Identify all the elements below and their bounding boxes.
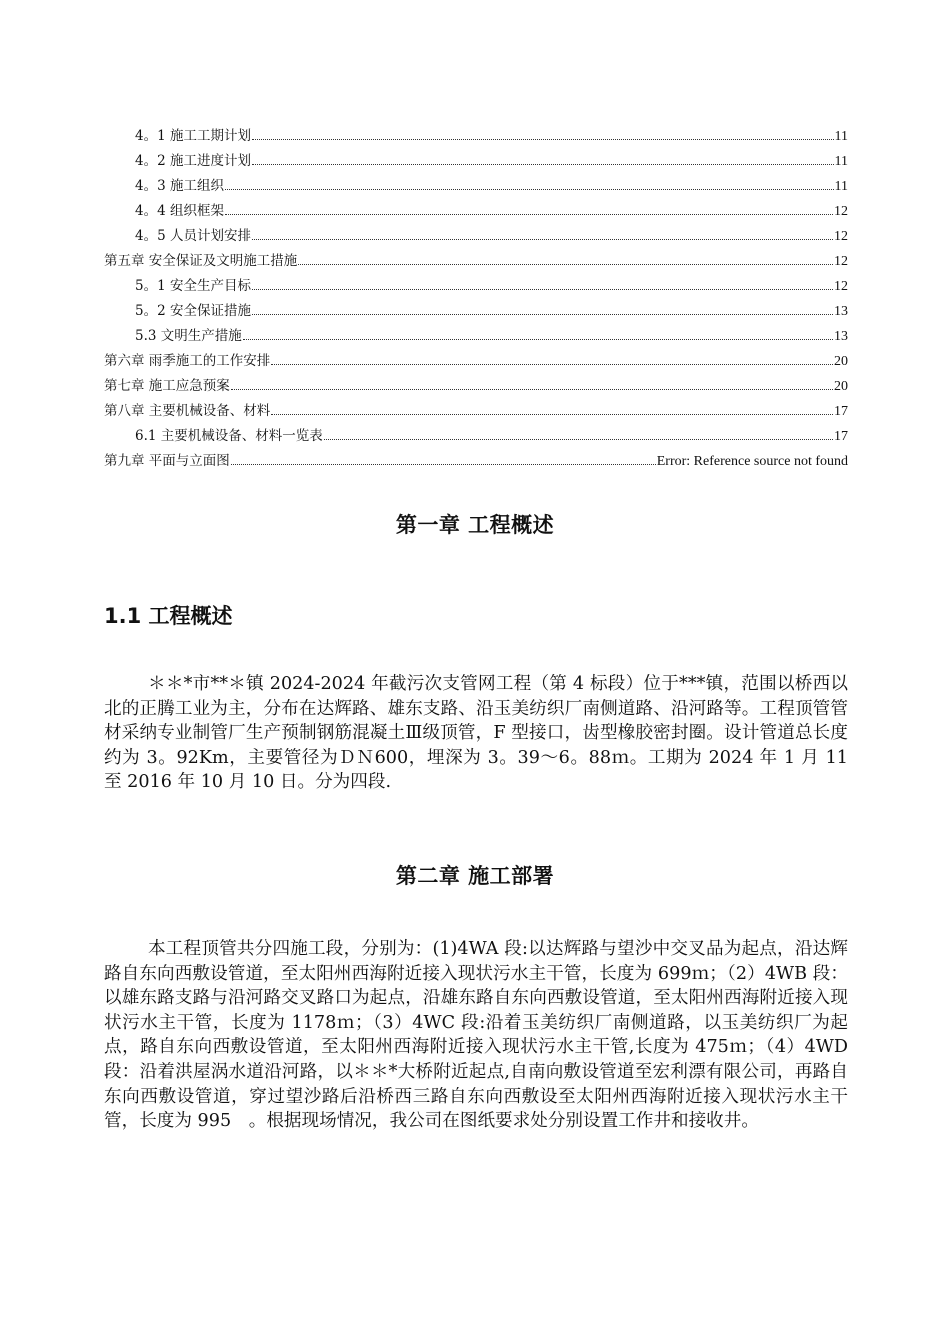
toc-entry-title: 第九章 平面与立面图 <box>104 453 230 469</box>
toc-dot-leader <box>252 288 833 290</box>
section-1-1-heading: 1.1 工程概述 <box>104 604 233 628</box>
toc-entry[interactable] <box>104 299 848 324</box>
toc-entry[interactable] <box>104 349 848 374</box>
toc-entry-page: 13 <box>834 329 848 344</box>
toc-entry-page: 17 <box>834 404 848 419</box>
table-of-contents <box>104 124 848 474</box>
toc-entry[interactable] <box>104 374 848 399</box>
toc-entry[interactable] <box>104 199 848 224</box>
construction-layout-paragraph: 本工程顶管共分四施工段，分别为：(1)4WA 段:以达辉路与望沙中交叉品为起点，沿达辉路自东向西敷设管道，至太阳州西海附近接入现状污水主干管，长度为 699ｍ；（2）4WB 段：以雄东路支路与沿河路交叉路口为起点，沿雄东路自东向西敷设管道，至太阳州西海附近接入现状污水主干管，长度为 1178ｍ；（3）4WC 段:沿着玉美纺织厂南侧道路，以玉美纺织厂为起点，路自东向西敷设管道，至太阳州西海附近接入现状污水主干管,长度为 475ｍ；（4）4WD 段：沿着洪屋涡水道沿河路，以＊＊*大桥附近起点,自南向敷设管道至宏利漂有限公司，再路自东向西敷设管道，穿过望沙路后沿桥西三路自东向西敷设至太阳州西海附近接入现状污水主干管，长度为 995 。根据现场情况，我公司在图纸要求处分别设置工作井和接收井。 <box>104 939 848 1132</box>
toc-entry-page: 11 <box>834 154 848 169</box>
toc-dot-leader <box>225 188 834 190</box>
project-overview-paragraph: ＊＊*市**＊镇 2024-2024 年截污次支管网工程（第 4 标段）位于***镇，范围以桥西以北的正腾工业为主，分布在达辉路、雄东支路、沿玉美纺织厂南侧道路、沿河路等。工程顶管管材采纳专业制管厂生产预制钢筋混凝土Ⅲ级顶管，F 型接口，齿型橡胶密封圈。设计管道总长度约为 3。92Km，主要管径为ＤＮ600，埋深为 3。39～6。88ｍ。工期为 2024 年 1 月 11 至 2016 年 10 月 10 日。分为四段. <box>104 674 848 793</box>
toc-entry-page: 11 <box>834 129 848 144</box>
toc-entry[interactable] <box>104 424 848 449</box>
toc-entry[interactable] <box>104 249 848 274</box>
toc-dot-leader <box>231 388 833 390</box>
toc-dot-leader <box>271 413 833 415</box>
toc-entry-title: 第六章 雨季施工的工作安排 <box>104 353 271 369</box>
toc-entry-title: 4。3 施工组织 <box>135 178 224 194</box>
toc-entry-page: 12 <box>834 279 848 294</box>
toc-entry[interactable] <box>104 174 848 199</box>
toc-entry[interactable] <box>104 149 848 174</box>
toc-dot-leader <box>252 313 833 315</box>
toc-dot-leader <box>271 363 833 365</box>
toc-dot-leader <box>252 163 834 165</box>
toc-entry-title: 第五章 安全保证及文明施工措施 <box>104 253 298 269</box>
toc-entry-page: 12 <box>834 254 848 269</box>
toc-entry[interactable] <box>104 324 848 349</box>
toc-dot-leader <box>252 238 833 240</box>
toc-entry-title: 第八章 主要机械设备、材料 <box>104 403 271 419</box>
toc-entry-page: 12 <box>834 204 848 219</box>
toc-entry-page: 17 <box>834 429 848 444</box>
toc-dot-leader <box>324 438 833 440</box>
toc-entry-page: 12 <box>834 229 848 244</box>
toc-entry[interactable] <box>104 399 848 424</box>
toc-dot-leader <box>252 138 834 140</box>
toc-entry-title: 5。2 安全保证措施 <box>135 303 251 319</box>
toc-entry-title: 5。1 安全生产目标 <box>135 278 251 294</box>
toc-entry-title: 4。1 施工工期计划 <box>135 128 251 144</box>
toc-entry-title: 4。2 施工进度计划 <box>135 153 251 169</box>
toc-entry-title: 5.3 文明生产措施 <box>135 328 242 344</box>
toc-entry-title: 4。5 人员计划安排 <box>135 228 251 244</box>
toc-entry-title: 6.1 主要机械设备、材料一览表 <box>135 428 323 444</box>
toc-dot-leader <box>243 338 833 340</box>
toc-entry[interactable] <box>104 449 848 474</box>
toc-entry-page: 20 <box>834 354 848 369</box>
toc-entry[interactable] <box>104 124 848 149</box>
toc-entry-page: 13 <box>834 304 848 319</box>
toc-entry-page: 20 <box>834 379 848 394</box>
toc-entry-title: 4。4 组织框架 <box>135 203 224 219</box>
toc-entry[interactable] <box>104 224 848 249</box>
toc-dot-leader <box>225 213 833 215</box>
toc-entry-page: 11 <box>834 179 848 194</box>
toc-entry-page: Error: Reference source not found <box>656 454 848 469</box>
toc-dot-leader <box>298 263 833 265</box>
toc-entry-title: 第七章 施工应急预案 <box>104 378 230 394</box>
chapter-1-heading: 第一章 工程概述 <box>395 513 555 537</box>
toc-dot-leader <box>231 463 656 465</box>
toc-entry[interactable] <box>104 274 848 299</box>
chapter-2-heading: 第二章 施工部署 <box>395 864 555 888</box>
